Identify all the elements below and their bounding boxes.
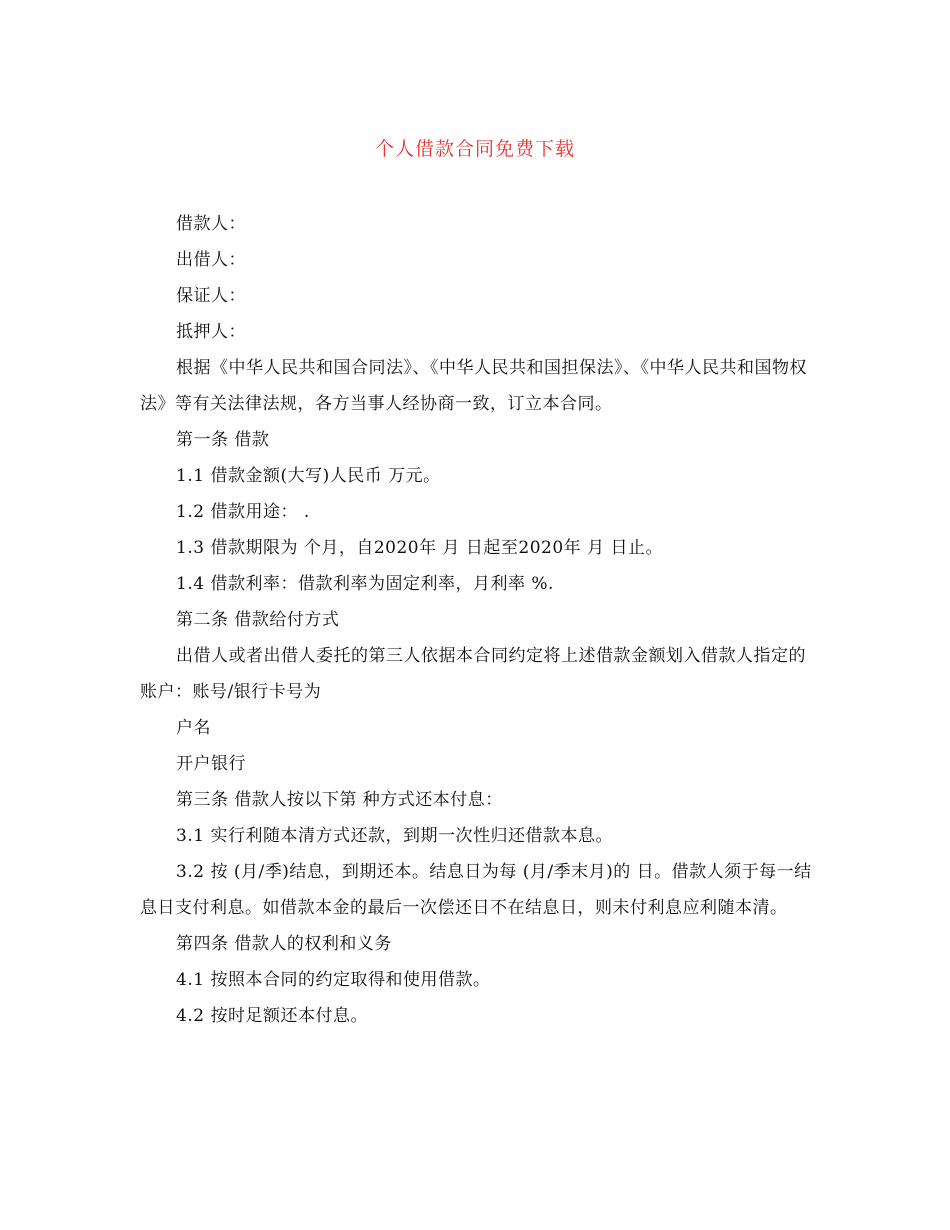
clause-1-3: 1.3 借款期限为 个月，自2020年 月 日起至2020年 月 日止。: [176, 538, 663, 558]
clause-1-2: 1.2 借款用途： .: [176, 502, 310, 522]
paragraph-borrower: 借款人：: [176, 214, 246, 234]
paragraph-guarantor: 保证人：: [176, 286, 246, 306]
paragraph-account-name: 户名: [176, 718, 211, 738]
document-body: [140, 206, 818, 1034]
document-title: 个人借款合同免费下载: [374, 138, 575, 160]
clause-1-1: 1.1 借款金额(大写)人民币 万元。: [176, 466, 441, 486]
clause-4-2: 4.2 按时足额还本付息。: [176, 1006, 368, 1026]
paragraph-mortgagor: 抵押人：: [176, 322, 246, 342]
article-3-heading: 第三条 借款人按以下第 种方式还本付息：: [176, 790, 503, 810]
paragraph-bank: 开户银行: [176, 754, 246, 774]
clause-3-1: 3.1 实行利随本清方式还款，到期一次性归还借款本息。: [176, 826, 613, 846]
article-4-heading: 第四条 借款人的权利和义务: [176, 934, 392, 954]
article-2-heading: 第二条 借款给付方式: [176, 610, 340, 630]
paragraph-payment-account: 出借人或者出借人委托的第三人依据本合同约定将上述借款金额划入借款人指定的账户：账号/银行卡号为: [140, 646, 806, 702]
clause-1-4: 1.4 借款利率：借款利率为固定利率，月利率 %.: [176, 574, 554, 594]
clause-3-2: 3.2 按 (月/季)结息，到期还本。结息日为每 (月/季末月)的 日。借款人须于每一结息日支付利息。如借款本金的最后一次偿还日不在结息日，则未付利息应利随本清。: [140, 862, 812, 918]
clause-4-1: 4.1 按照本合同的约定取得和使用借款。: [176, 970, 491, 990]
paragraph-legal-basis: 根据《中华人民共和国合同法》、《中华人民共和国担保法》、《中华人民共和国物权法》等有关法律法规，各方当事人经协商一致，订立本合同。: [140, 358, 807, 414]
paragraph-lender: 出借人：: [176, 250, 246, 270]
article-1-heading: 第一条 借款: [176, 430, 270, 450]
